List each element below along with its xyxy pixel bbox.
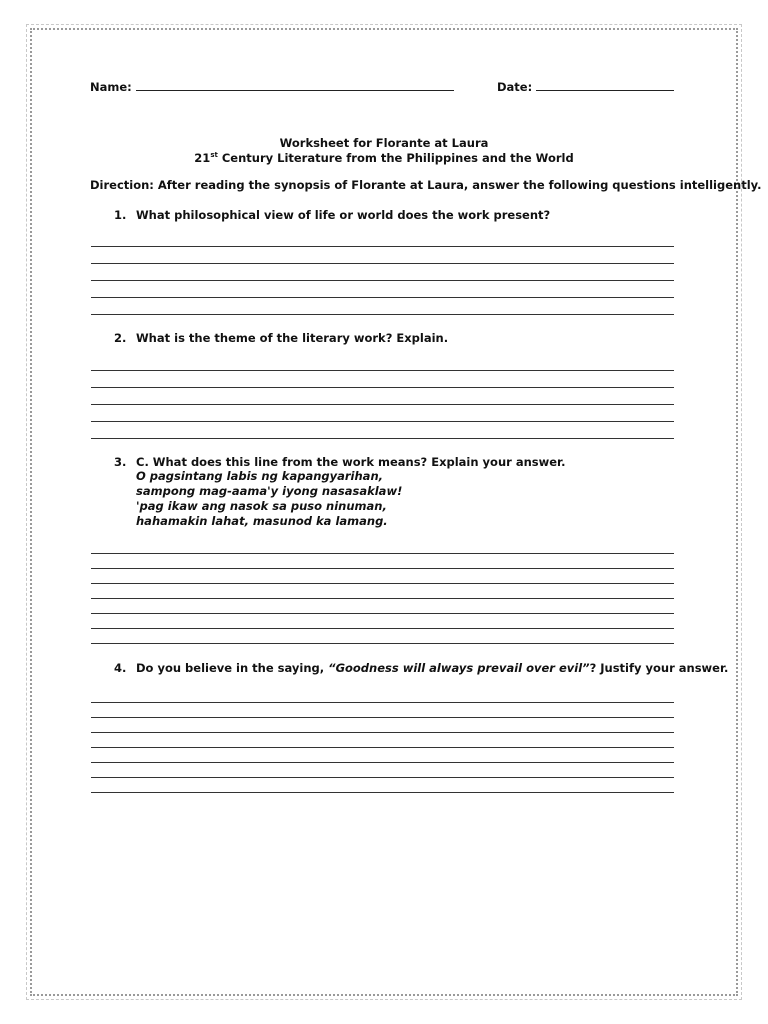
answer-line (91, 263, 674, 264)
answer-line (91, 732, 674, 733)
name-field (90, 79, 454, 94)
subtitle-ordinal: st (210, 151, 218, 160)
answer-line (91, 297, 674, 298)
answer-line (91, 598, 674, 599)
answer-line (91, 717, 674, 718)
subtitle-number: 21 (194, 151, 211, 165)
question-1-number: 1. (114, 208, 127, 222)
question-4-text-before: Do you believe in the saying, (136, 661, 329, 675)
answer-line (91, 777, 674, 778)
question-3-number: 3. (114, 455, 127, 469)
answer-line (91, 553, 674, 554)
answer-line (91, 438, 674, 439)
answer-line (91, 643, 674, 644)
question-1-text: What philosophical view of life or world does the work present? (136, 208, 551, 222)
answer-line (91, 314, 674, 315)
answer-line (91, 762, 674, 763)
answer-line (91, 613, 674, 614)
answer-line (91, 583, 674, 584)
direction-text: Direction: After reading the synopsis of Florante at Laura, answer the following questions intelligently. (90, 178, 762, 192)
date-field (497, 79, 674, 94)
answer-line (91, 702, 674, 703)
verse-line-4: hahamakin lahat, masunod ka lamang. (136, 514, 388, 528)
question-3-text: C. What does this line from the work means? Explain your answer. (136, 455, 566, 469)
date-label: Date: (497, 80, 533, 94)
question-4-quote: “Goodness will always prevail over evil” (328, 661, 590, 675)
name-label: Name: (90, 80, 132, 94)
answer-line (91, 246, 674, 247)
answer-line (91, 370, 674, 371)
subtitle-rest: Century Literature from the Philippines and the World (217, 151, 574, 165)
worksheet-subtitle (0, 151, 768, 165)
question-4-text-after: ? Justify your answer. (589, 661, 729, 675)
worksheet-title: Worksheet for Florante at Laura (279, 136, 489, 150)
question-4-number: 4. (114, 661, 127, 675)
date-blank-line (536, 79, 674, 91)
name-blank-line (136, 79, 454, 91)
question-4-text (136, 661, 728, 675)
answer-line (91, 628, 674, 629)
question-2-number: 2. (114, 331, 127, 345)
answer-line (91, 568, 674, 569)
answer-line (91, 387, 674, 388)
answer-line (91, 421, 674, 422)
answer-line (91, 404, 674, 405)
verse-line-3: 'pag ikaw ang nasok sa puso ninuman, (136, 499, 387, 513)
verse-line-1: O pagsintang labis ng kapangyarihan, (136, 469, 383, 483)
answer-line (91, 747, 674, 748)
answer-line (91, 280, 674, 281)
question-2-text: What is the theme of the literary work? Explain. (136, 331, 449, 345)
verse-line-2: sampong mag-aama'y iyong nasasaklaw! (136, 484, 403, 498)
answer-line (91, 792, 674, 793)
